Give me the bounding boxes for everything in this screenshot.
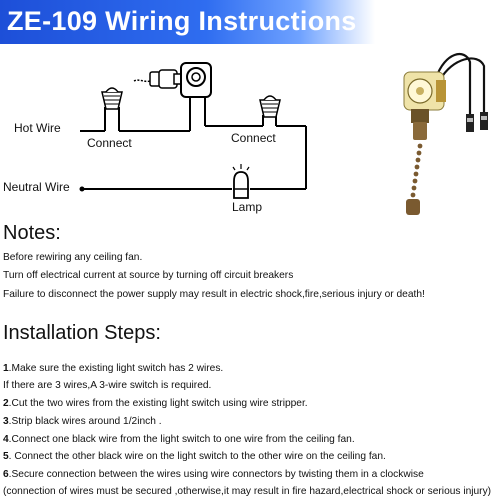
lamp-icon [233,164,249,198]
step-line [3,486,491,497]
note-line: Before rewiring any ceiling fan. [3,252,143,263]
step-number: 1 [3,363,9,374]
step-line [3,398,308,409]
pull-chain-switch-icon [134,63,211,97]
step-line [3,363,223,374]
wire-connector-right-icon [260,96,280,117]
note-line: Failure to disconnect the power supply may result in electric shock,fire,serious injury or death! [3,289,425,300]
step-text: .Secure connection between the wires using wire connectors by twisting them in a clockwise [8,469,424,480]
step-text: If there are 3 wires,A 3-wire switch is required. [3,380,212,391]
page-title: ZE-109 Wiring Instructions [7,6,357,36]
step-text: (connection of wires must be secured ,otherwise,it may result in fire hazard,electrical shock or serious injury) [3,486,491,497]
notes-title: Notes: [3,222,61,244]
connect-left-label: Connect [87,136,132,150]
connect-right-label: Connect [231,131,276,145]
step-text: . Connect the other black wire on the light switch to the other wire on the ceiling fan. [8,451,386,462]
wire-connector-left-icon [102,88,122,109]
step-line [3,451,386,462]
lamp-label: Lamp [232,200,263,214]
note-line: Turn off electrical current at source by turning off circuit breakers [3,270,294,281]
step-text: .Connect one black wire from the light switch to one wire from the ceiling fan. [8,434,355,445]
step-number: 5 [3,451,9,462]
wiring-diagram [0,48,491,228]
step-text: .Make sure the existing light switch has 2 wires. [8,363,224,374]
step-number: 6 [3,469,9,480]
neutral-wire-label: Neutral Wire [3,180,70,194]
step-text: .Cut the two wires from the existing light switch using wire stripper. [8,398,308,409]
step-line [3,416,162,427]
title-banner [0,0,375,44]
hot-wire-label: Hot Wire [14,121,61,135]
step-line [3,469,424,480]
step-number: 3 [3,416,9,427]
step-number: 2 [3,398,9,409]
step-line [3,434,355,445]
installation-title: Installation Steps: [3,322,161,344]
step-number: 4 [3,434,9,445]
neutral-terminal-dot [80,187,85,192]
product-switch-photo [404,54,488,215]
step-text: .Strip black wires around 1/2inch . [8,416,162,427]
step-line [3,380,211,391]
